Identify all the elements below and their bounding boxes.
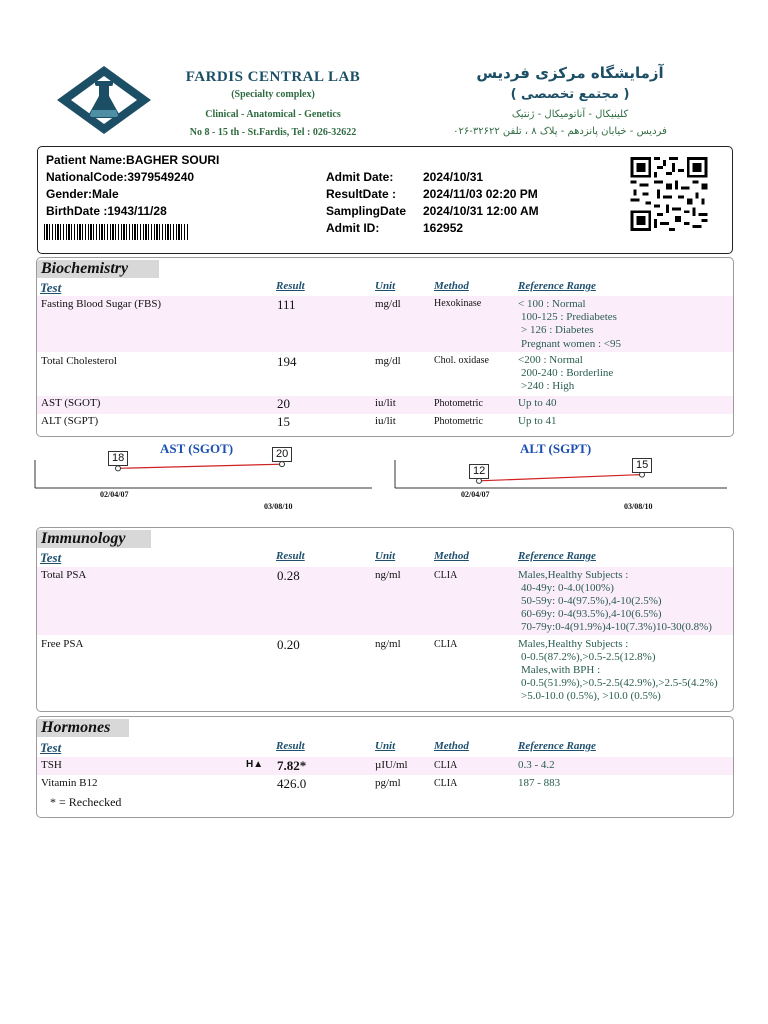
- lab-address: No 8 - 15 th - St.Fardis, Tel : 026-32622: [189, 127, 357, 138]
- reference-line: 0-0.5(51.9%),>0.5-2.5(42.9%),>2.5-5(4.2%): [521, 677, 718, 689]
- test-result: 0.20: [277, 637, 300, 652]
- result-date-label: ResultDate :: [326, 187, 397, 201]
- chart-data-label: 18: [108, 451, 128, 466]
- column-header-test: Test: [40, 550, 62, 565]
- lab-services-fa: کلینیکال - آناتومیکال - ژنتیک: [511, 109, 629, 120]
- chart-x-tick-label: 03/08/10: [264, 502, 293, 511]
- chart-data-label: 15: [632, 458, 652, 473]
- test-unit: iu/lit: [375, 397, 396, 409]
- column-header-unit: Unit: [375, 740, 396, 752]
- reference-line: Pregnant women : <95: [521, 338, 621, 350]
- column-header-method: Method: [434, 280, 469, 292]
- column-header-result: Result: [276, 740, 305, 752]
- reference-line: Up to 41: [518, 415, 557, 427]
- admit-id-label: Admit ID:: [326, 221, 380, 235]
- lab-name: FARDIS CENTRAL LAB: [185, 69, 361, 85]
- test-result: 20: [277, 396, 290, 411]
- test-name: AST (SGOT): [41, 397, 101, 409]
- test-method: CLIA: [434, 760, 458, 771]
- test-name: Total Cholesterol: [41, 355, 117, 367]
- test-name: Vitamin B12: [41, 777, 98, 789]
- reference-line: 100-125 : Prediabetes: [521, 311, 617, 323]
- chart-title-alt: ALT (SGPT): [520, 441, 592, 456]
- sampling-date-label: SamplingDate: [326, 204, 407, 218]
- gender-label: Gender:: [46, 187, 93, 201]
- reference-line: < 100 : Normal: [518, 298, 586, 310]
- test-unit: iu/lit: [375, 415, 396, 427]
- section-title: Hormones: [37, 719, 129, 737]
- reference-line: Males,with BPH :: [521, 664, 601, 676]
- column-header-reference: Reference Range: [518, 550, 596, 562]
- result-date: 2024/11/03 02:20 PM: [423, 187, 538, 201]
- lab-services: Clinical - Anatomical - Genetics: [205, 109, 341, 120]
- reference-line: 187 - 883: [518, 777, 561, 789]
- column-header-result: Result: [276, 550, 305, 562]
- column-header-test: Test: [40, 740, 62, 755]
- chart-data-label: 20: [272, 447, 292, 462]
- chart-series-line: [479, 475, 642, 481]
- admit-date-label: Admit Date:: [326, 170, 394, 184]
- national-code: 3979549240: [127, 170, 195, 184]
- test-method: CLIA: [434, 778, 458, 789]
- column-header-reference: Reference Range: [518, 280, 596, 292]
- birthdate-label: BirthDate :: [46, 204, 108, 218]
- test-result: 111: [277, 297, 296, 312]
- reference-line: 60-69y: 0-4(93.5%),4-10(6.5%): [521, 608, 662, 620]
- section-title: Biochemistry: [37, 260, 159, 278]
- test-unit: pg/ml: [375, 777, 401, 789]
- reference-line: > 126 : Diabetes: [521, 324, 594, 336]
- column-header-result: Result: [276, 280, 305, 292]
- admit-date: 2024/10/31: [423, 170, 484, 184]
- birthdate: 1943/11/28: [107, 204, 167, 218]
- chart-title-ast: AST (SGOT): [160, 441, 234, 456]
- test-unit: mg/dl: [375, 355, 401, 367]
- national-code-label: NationalCode:: [46, 170, 128, 184]
- test-result: 426.0: [277, 776, 307, 791]
- reference-line: Males,Healthy Subjects :: [518, 569, 629, 581]
- test-method: Chol. oxidase: [434, 355, 489, 366]
- reference-line: 0-0.5(87.2%),>0.5-2.5(12.8%): [521, 651, 656, 663]
- section-title: Immunology: [37, 530, 151, 548]
- column-header-unit: Unit: [375, 280, 396, 292]
- chart-data-label: 12: [469, 464, 489, 479]
- test-method: Hexokinase: [434, 298, 482, 309]
- column-header-method: Method: [434, 740, 469, 752]
- chart-point: [280, 462, 285, 467]
- reference-line: >5.0-10.0 (0.5%), >10.0 (0.5%): [521, 690, 661, 702]
- lab-address-fa: فردیس - خیابان پانزدهم - پلاک ۸ ، تلفن ۳۲۶۲۲-۰۲۶: [453, 126, 667, 137]
- chart-point: [477, 478, 482, 483]
- high-flag: H▲: [246, 759, 264, 770]
- recheck-note: * = Rechecked: [50, 795, 122, 809]
- test-unit: µIU/ml: [375, 759, 408, 771]
- chart-x-tick-label: 02/04/07: [461, 490, 490, 499]
- column-header-method: Method: [434, 550, 469, 562]
- chart-x-tick-label: 02/04/07: [100, 490, 129, 499]
- reference-line: 200-240 : Borderline: [521, 367, 614, 379]
- reference-line: 40-49y: 0-4.0(100%): [521, 582, 614, 594]
- lab-name-fa: آزمایشگاه مرکزی فردیس: [476, 64, 664, 82]
- column-header-test: Test: [40, 280, 62, 295]
- column-header-unit: Unit: [375, 550, 396, 562]
- test-name: TSH: [41, 759, 62, 771]
- reference-line: 0.3 - 4.2: [518, 759, 555, 771]
- gender: Male: [92, 187, 119, 201]
- reference-line: Males,Healthy Subjects :: [518, 638, 629, 650]
- test-method: Photometric: [434, 398, 483, 409]
- test-result: 0.28: [277, 568, 300, 583]
- reference-line: 70-79y:0-4(91.9%)4-10(7.3%)10-30(0.8%): [521, 621, 712, 633]
- chart-point: [116, 466, 121, 471]
- chart-series-line: [118, 464, 282, 468]
- patient-name: BAGHER SOURI: [126, 153, 220, 167]
- test-method: CLIA: [434, 639, 458, 650]
- lab-specialty-fa: ( مجتمع تخصصی ): [510, 87, 630, 102]
- reference-line: 50-59y: 0-4(97.5%),4-10(2.5%): [521, 595, 662, 607]
- test-unit: mg/dl: [375, 298, 401, 310]
- chart-point: [640, 472, 645, 477]
- reference-line: Up to 40: [518, 397, 557, 409]
- test-name: Free PSA: [41, 638, 84, 650]
- reference-line: <200 : Normal: [518, 354, 583, 366]
- test-result: 7.82*: [277, 758, 307, 773]
- test-unit: ng/ml: [375, 569, 401, 581]
- test-name: Total PSA: [41, 569, 87, 581]
- test-result: 15: [277, 414, 290, 429]
- chart-x-tick-label: 03/08/10: [624, 502, 653, 511]
- reference-line: >240 : High: [521, 380, 575, 392]
- admit-id: 162952: [423, 221, 464, 235]
- lab-specialty: (Specialty complex): [231, 89, 315, 100]
- test-name: ALT (SGPT): [41, 415, 99, 427]
- test-method: CLIA: [434, 570, 458, 581]
- test-method: Photometric: [434, 416, 483, 427]
- column-header-reference: Reference Range: [518, 740, 596, 752]
- test-unit: ng/ml: [375, 638, 401, 650]
- test-result: 194: [277, 354, 297, 369]
- patient-name-label: Patient Name:: [46, 153, 127, 167]
- test-name: Fasting Blood Sugar (FBS): [41, 298, 162, 310]
- sampling-date: 2024/10/31 12:00 AM: [423, 204, 539, 218]
